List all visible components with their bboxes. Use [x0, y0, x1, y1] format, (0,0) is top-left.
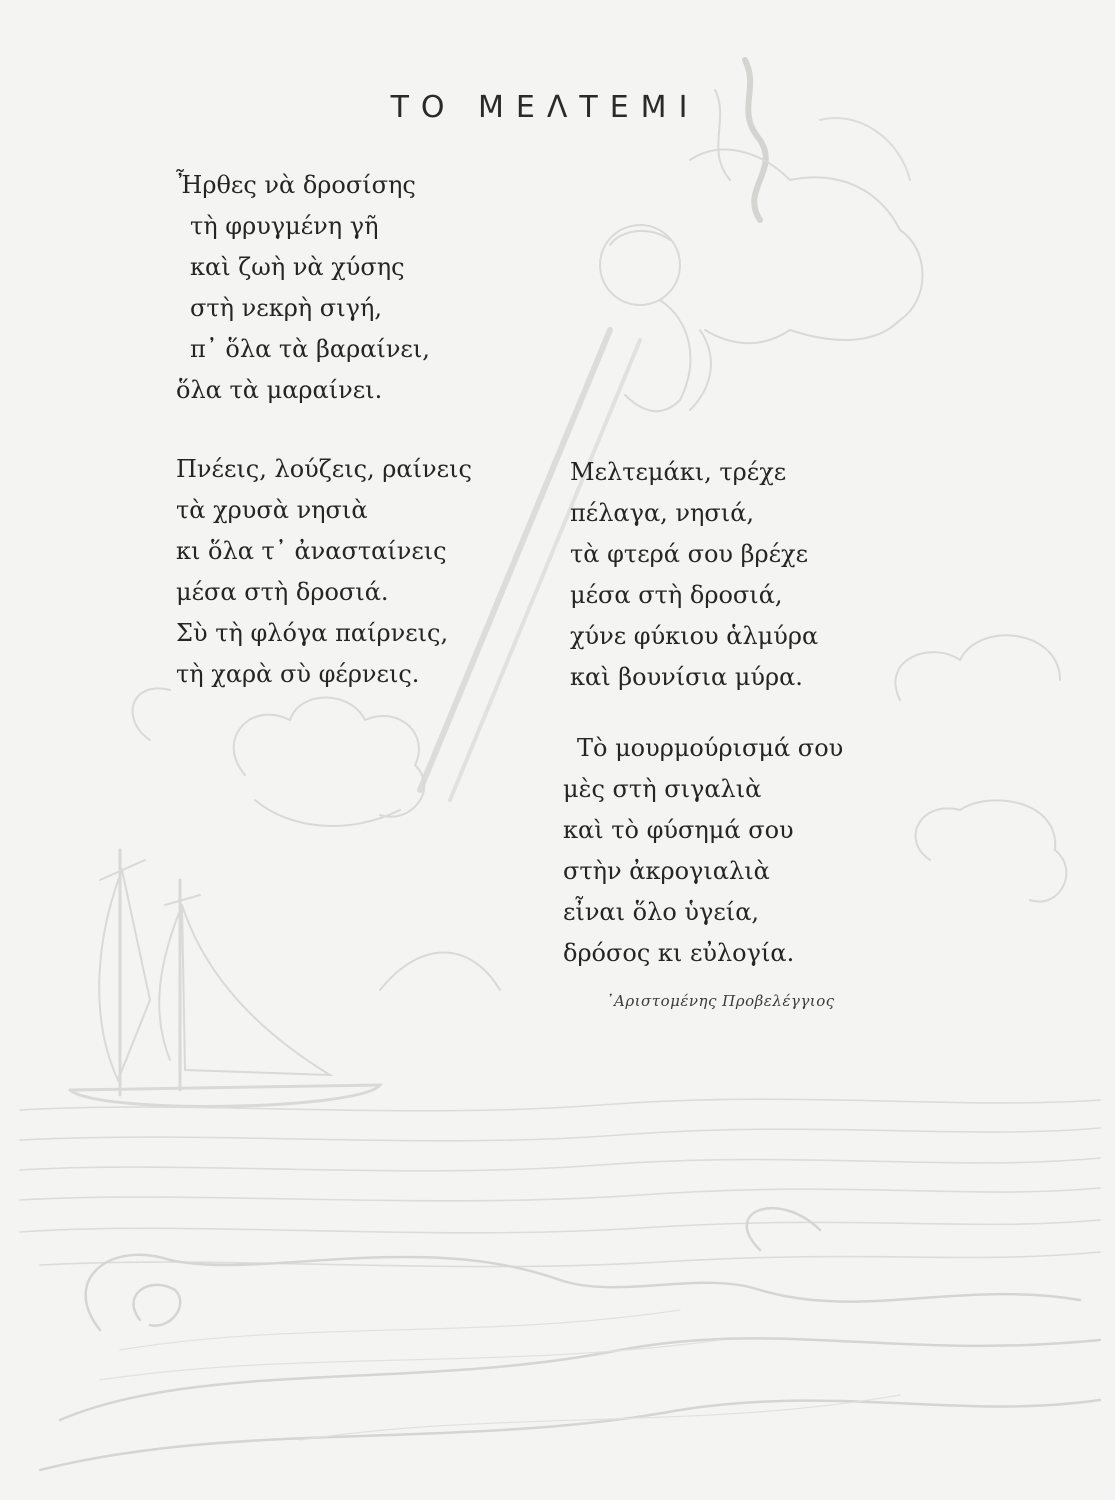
- poem-line: δρόσος κι εὐλογία.: [563, 939, 795, 967]
- poem-line: Σὺ τὴ φλόγα παίρνεις,: [176, 619, 449, 647]
- poem-line: τὰ χρυσὰ νησιὰ: [176, 496, 368, 524]
- sailboat-icon: [70, 850, 380, 1106]
- poem-stanza: [176, 449, 472, 695]
- poem-line: μέσα στὴ δροσιά,: [570, 581, 783, 609]
- poem-line: τὴ χαρὰ σὺ φέρνεις.: [176, 660, 420, 688]
- poem-line: πέλαγα, νησιά,: [570, 499, 755, 527]
- poem-line: στὴν ἀκρογιαλιὰ: [563, 857, 770, 885]
- poem-line: μὲς στὴ σιγαλιὰ: [563, 775, 762, 803]
- poem-line: τὰ φτερά σου βρέχε: [570, 540, 809, 568]
- poem-line: καὶ βουνίσια μύρα.: [570, 663, 803, 691]
- poem-line: Τὸ μουρμούρισμά σου: [577, 734, 844, 762]
- poem-stanza: [570, 452, 818, 698]
- poem-line: Μελτεμάκι, τρέχε: [570, 458, 787, 486]
- poem-author: ᾿Αριστομένης Προβελέγγιος: [606, 992, 835, 1010]
- poem-stanza: [563, 728, 843, 974]
- poem-line: π᾿ ὅλα τὰ βαραίνει,: [190, 335, 430, 363]
- poem-line: μέσα στὴ δροσιά.: [176, 578, 389, 606]
- poem-line: ὅλα τὰ μαραίνει.: [176, 376, 383, 404]
- poem-line: χύνε φύκιου ἁλμύρα: [570, 622, 819, 650]
- poem-line: κι ὅλα τ᾿ ἀνασταίνεις: [176, 537, 447, 565]
- poem-line: καὶ τὸ φύσημά σου: [563, 816, 794, 844]
- poem-line: στὴ νεκρὴ σιγή,: [190, 294, 382, 322]
- poem-stanza: [176, 165, 430, 411]
- poem-line: καὶ ζωὴ νὰ χύσης: [190, 253, 405, 281]
- poem-line: τὴ φρυγμένη γῆ: [190, 212, 379, 240]
- poem-line: Πνέεις, λούζεις, ραίνεις: [176, 455, 472, 483]
- poem-line: Ἦρθες νὰ δροσίσης: [176, 171, 416, 199]
- poem-title: ΤΟ ΜΕΛΤΕΜΙ: [390, 90, 700, 125]
- poem-line: εἶναι ὅλο ὑγεία,: [563, 898, 760, 926]
